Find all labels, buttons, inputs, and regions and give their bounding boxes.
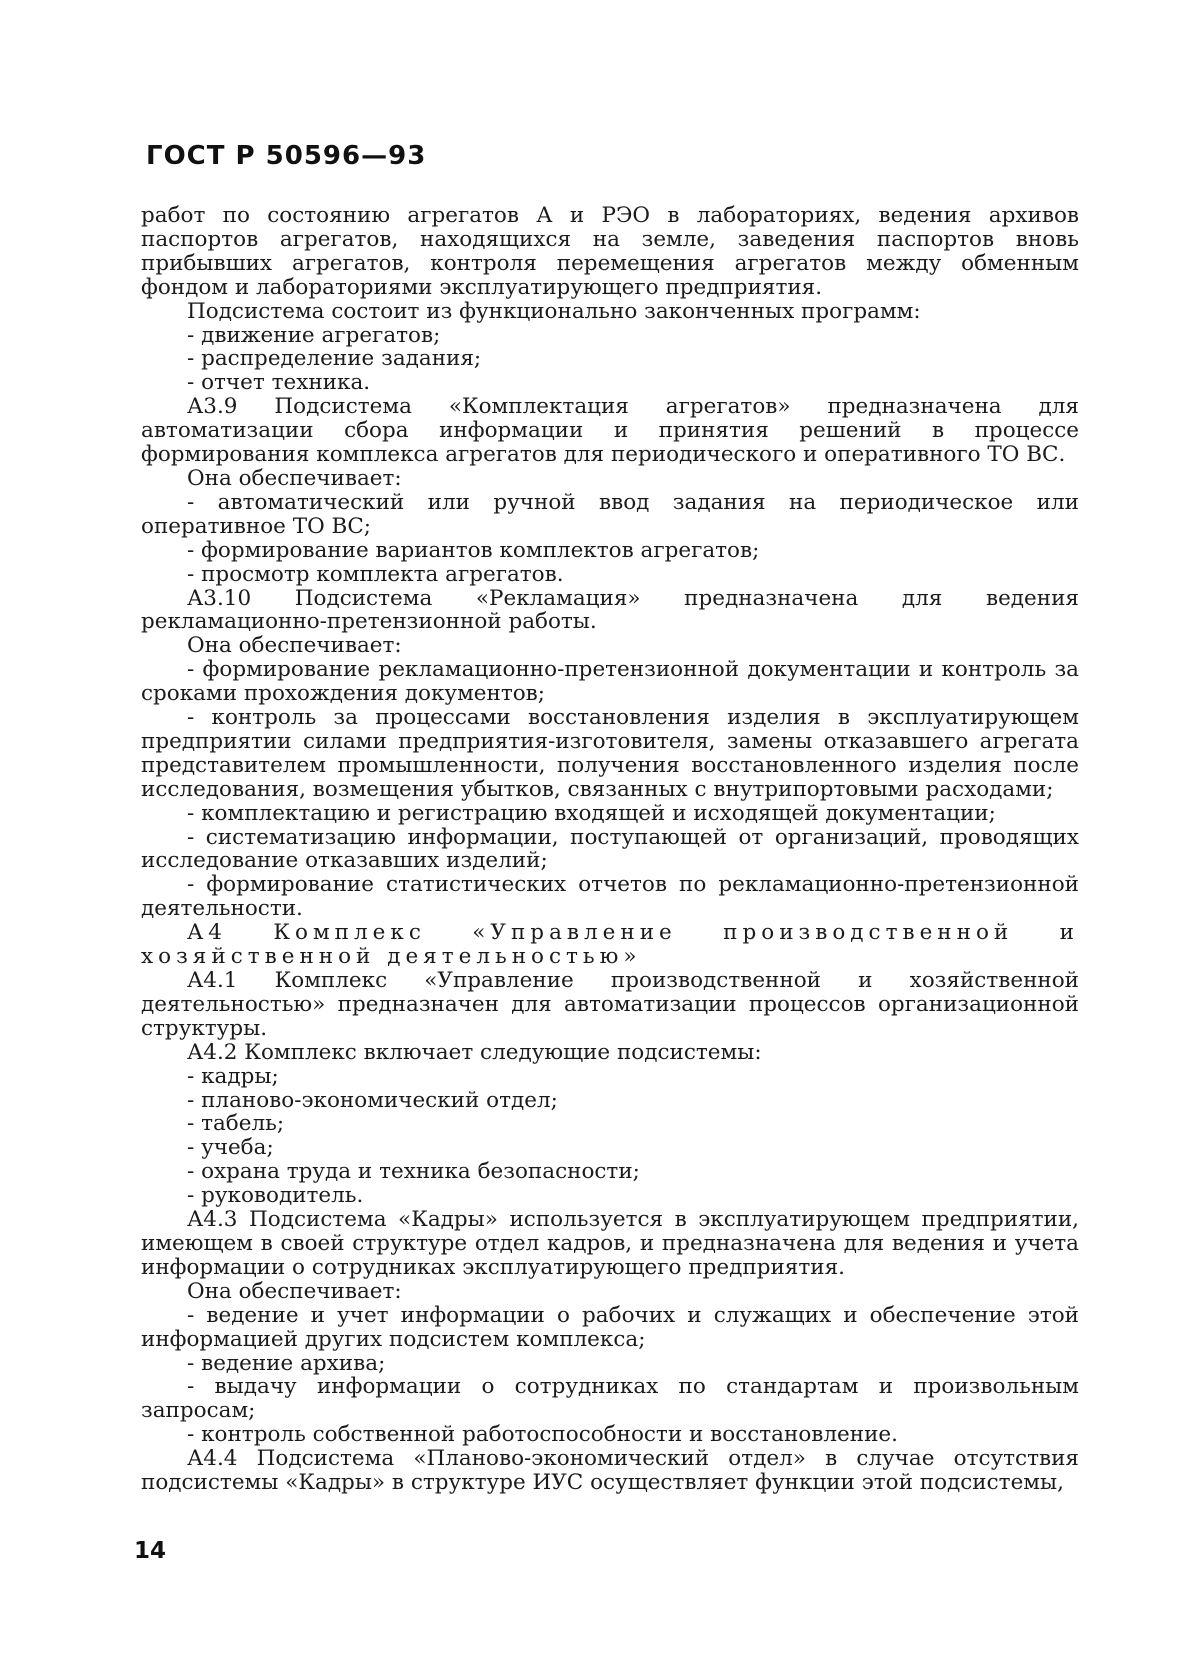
- list-item: - комплектацию и регистрацию входящей и исходящей документации;: [187, 800, 996, 826]
- paragraph: А4.3 Подсистема «Кадры» используется в эксплуатирующем предприятии, имеющем в своей структуре отдел кадров, и предназначена для ведения и учета информации о сотрудниках эксплуатирующего предприятия.: [141, 1207, 1079, 1280]
- list-item: - контроль за процессами восстановления изделия в эксплуатирующем предприятии силами предприятия-изготовителя, замены отказавшего агрегата представителем промышленности, получения восстановленного изделия после исследования, возмещения убытков, связанных с внутрипортовыми расходами;: [141, 705, 1079, 802]
- paragraph: А4.1 Комплекс «Управление производственной и хозяйственной деятельностью» предназначен для автоматизации процессов организационной структуры.: [141, 968, 1079, 1041]
- list-item: - ведение архива;: [187, 1350, 386, 1376]
- list-item: - контроль собственной работоспособности и восстановление.: [187, 1422, 898, 1448]
- list-item: - просмотр комплекта агрегатов.: [187, 561, 564, 587]
- paragraph: работ по состоянию агрегатов А и РЭО в лабораториях, ведения архивов паспортов агрегатов, находящихся на земле, заведения паспортов вновь прибывших агрегатов, контроля перемещения агрегатов между обменным фондом и лабораториями эксплуатирующего предприятия.: [141, 203, 1079, 300]
- paragraph: Подсистема состоит из функционально законченных программ:: [187, 298, 921, 324]
- paragraph: Она обеспечивает:: [187, 633, 402, 659]
- list-item: - охрана труда и техника безопасности;: [187, 1159, 640, 1185]
- list-item: - отчет техника.: [187, 370, 371, 396]
- document-header: ГОСТ Р 50596—93: [146, 141, 427, 171]
- list-item: - руководитель.: [187, 1183, 364, 1209]
- paragraph: А4.4 Подсистема «Планово-экономический отдел» в случае отсутствия подсистемы «Кадры» в структуре ИУС осуществляет функции этой подсистемы,: [141, 1446, 1079, 1496]
- section-heading: А4 Комплекс «Управление производственной и хозяйственной деятельностью»: [141, 920, 1079, 970]
- list-item: - автоматический или ручной ввод задания на периодическое или оперативное ТО ВС;: [141, 489, 1079, 539]
- page-number: 14: [134, 1538, 167, 1564]
- list-item: - учеба;: [187, 1135, 274, 1161]
- list-item: - систематизацию информации, поступающей от организаций, проводящих исследование отказавших изделий;: [141, 824, 1079, 874]
- list-item: - формирование рекламационно-претензионной документации и контроль за сроками прохождения документов;: [141, 657, 1079, 707]
- document-body: [141, 204, 1079, 1495]
- list-item: - табель;: [187, 1111, 285, 1137]
- list-item: - формирование статистических отчетов по рекламационно-претензионной деятельности.: [141, 872, 1079, 922]
- list-item: - формирование вариантов комплектов агрегатов;: [187, 537, 760, 563]
- list-item: - ведение и учет информации о рабочих и служащих и обеспечение этой информацией других подсистем комплекса;: [141, 1302, 1079, 1352]
- list-item: - выдачу информации о сотрудниках по стандартам и произвольным запросам;: [141, 1374, 1079, 1424]
- paragraph: Она обеспечивает:: [187, 465, 402, 491]
- list-item: - движение агрегатов;: [187, 322, 441, 348]
- paragraph: Она обеспечивает:: [187, 1278, 402, 1304]
- list-item: - кадры;: [187, 1063, 279, 1089]
- paragraph: А3.10 Подсистема «Рекламация» предназначена для ведения рекламационно-претензионной работы.: [141, 585, 1079, 635]
- list-item: - распределение задания;: [187, 346, 482, 372]
- paragraph: А4.2 Комплекс включает следующие подсистемы:: [187, 1039, 762, 1065]
- list-item: - планово-экономический отдел;: [187, 1087, 558, 1113]
- paragraph: А3.9 Подсистема «Комплектация агрегатов» предназначена для автоматизации сбора информации и принятия решений в процессе формирования комплекса агрегатов для периодического и оперативного ТО ВС.: [141, 394, 1079, 468]
